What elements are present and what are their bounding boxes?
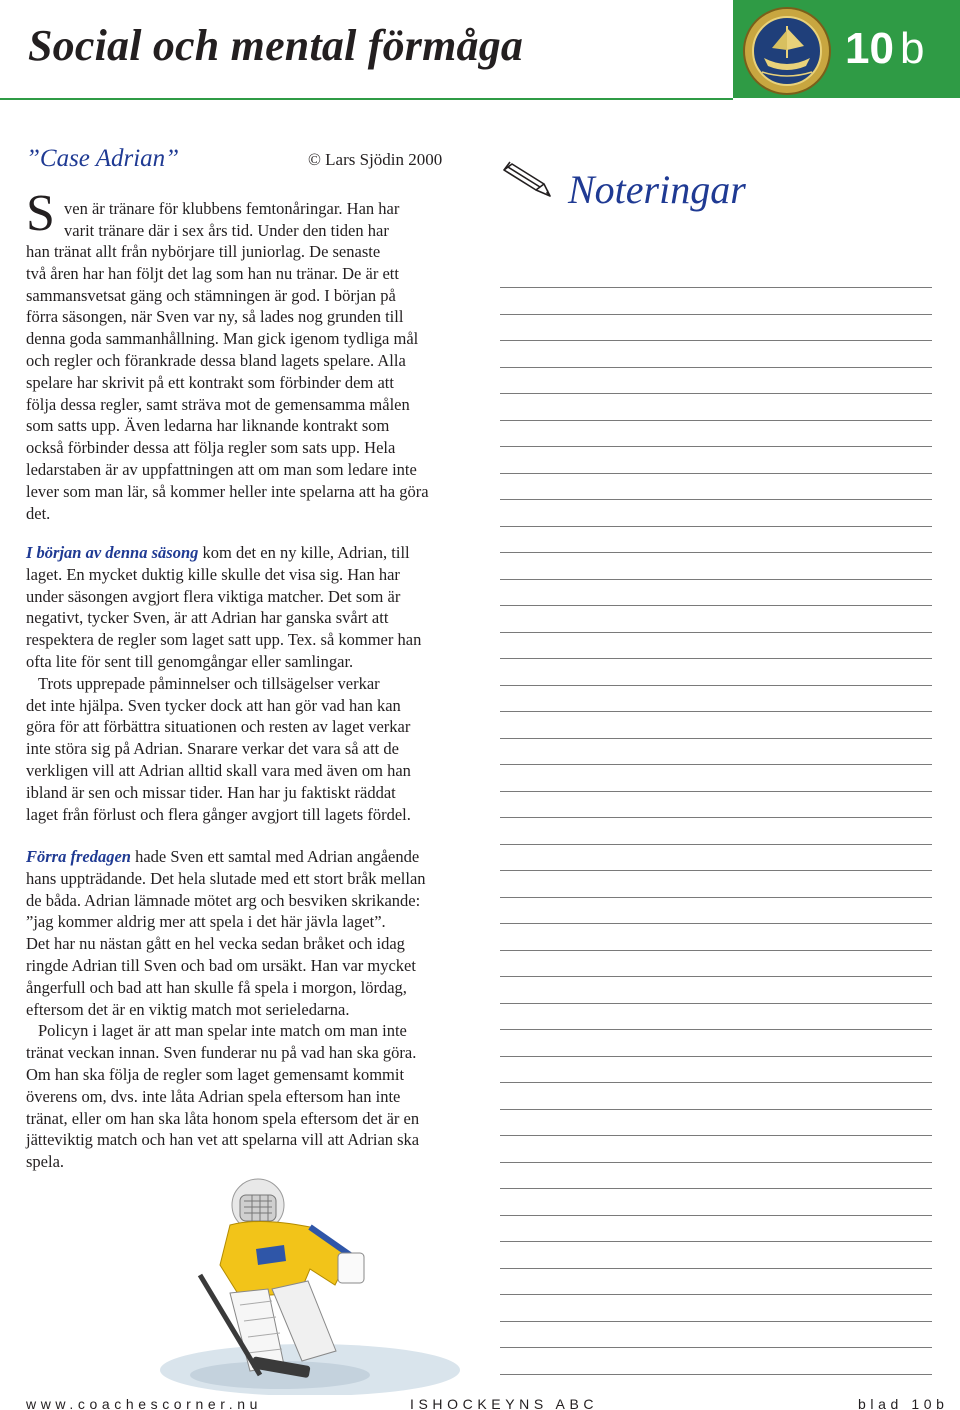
copyright: © Lars Sjödin 2000 <box>308 150 443 169</box>
note-line[interactable] <box>500 976 932 977</box>
paragraph-line: tränat, eller om han ska låta honom spela eftersom det är en <box>26 1108 420 1128</box>
note-line[interactable] <box>500 605 932 606</box>
note-line[interactable] <box>500 473 932 474</box>
club-logo <box>742 6 832 96</box>
note-line[interactable] <box>500 764 932 765</box>
note-line[interactable] <box>500 738 932 739</box>
paragraph-3-lead: Förra fredagen <box>26 847 131 866</box>
header-rule <box>0 98 733 100</box>
page-number-suffix: b <box>899 24 925 73</box>
paragraph-line <box>26 542 421 564</box>
paragraph-line: spela. <box>26 1152 65 1172</box>
paragraph-line: respektera de regler som laget satt upp. Tex. så kommer han <box>26 630 422 650</box>
pencil-icon <box>500 160 556 200</box>
page-number-digits: 10 <box>845 24 894 73</box>
paragraph-line: det. <box>26 503 51 523</box>
paragraph-1 <box>26 241 429 524</box>
paragraph-line: eftersom det är en viktig match mot serieledarna. <box>26 999 350 1019</box>
paragraph-line: negativt, tycker Sven, är att Adrian har ganska svårt att <box>26 608 389 628</box>
paragraph-line: och regler och förankrade dessa bland lagets spelare. Alla <box>26 350 406 370</box>
paragraph-line: jätteviktig match och han vet att spelarna vill att Adrian ska <box>26 1130 420 1150</box>
paragraph-line: som satts upp. Även ledarna har liknande kontrakt som <box>26 416 390 436</box>
paragraph-2-first-rest: kom det en ny kille, Adrian, till <box>198 543 410 562</box>
note-line[interactable] <box>500 1347 932 1348</box>
notes-title: Noteringar <box>568 167 746 212</box>
note-line[interactable] <box>500 1188 932 1189</box>
note-line[interactable] <box>500 552 932 553</box>
note-line[interactable] <box>500 367 932 368</box>
paragraph-line: spelare har skrivit på ett kontrakt som förbinder dem att <box>26 372 394 392</box>
note-line[interactable] <box>500 685 932 686</box>
note-line[interactable] <box>500 1056 932 1057</box>
note-line[interactable] <box>500 1241 932 1242</box>
paragraph-line: under säsongen avgjort flera viktiga matcher. Det som är <box>26 586 401 606</box>
page-number <box>845 24 924 74</box>
paragraph-line: ledarstaben är av uppfattningen att om man som ledare inte <box>26 459 417 479</box>
paragraph-line: ven är tränare för klubbens femtonåringar. Han har <box>64 199 400 218</box>
paragraph-line: lever som man lär, så kommer heller inte spelarna att ha göra <box>26 481 429 501</box>
paragraph-line: varit tränare där i sex års tid. Under den tiden har <box>64 221 389 240</box>
page-title: Social och mental förmåga <box>28 21 524 70</box>
notes-lines[interactable] <box>500 287 932 1400</box>
paragraph-line <box>26 846 426 868</box>
paragraph-line: det inte hjälpa. Sven tycker dock att han gör vad han kan <box>26 695 401 715</box>
note-line[interactable] <box>500 817 932 818</box>
footer-website[interactable]: www.coachescorner.nu <box>26 1396 262 1410</box>
page-header <box>0 0 960 100</box>
paragraph-2-lead: I början av denna säsong <box>26 543 199 562</box>
note-line[interactable] <box>500 844 932 845</box>
paragraph-1-opening <box>64 198 399 242</box>
paragraph-line: hans uppträdande. Det hela slutade med ett stort bråk mellan <box>26 868 426 888</box>
note-line[interactable] <box>500 1374 932 1375</box>
paragraph-line: sammansvetsat gäng och stämningen är god. I början på <box>26 285 396 305</box>
footer-page: blad 10b <box>858 1396 949 1410</box>
paragraph-line: följa dessa regler, samt sträva mot de gemensamma målen <box>26 394 410 414</box>
paragraph-line: han tränat allt från nybörjare till juniorlag. De senaste <box>26 242 381 261</box>
note-line[interactable] <box>500 1215 932 1216</box>
paragraph-line: verkligen vill att Adrian alltid skall vara med även om han <box>26 760 411 780</box>
paragraph-line: överens om, dvs. inte låta Adrian spela eftersom han inte <box>26 1086 401 1106</box>
drop-cap: S <box>26 185 55 242</box>
note-line[interactable] <box>500 711 932 712</box>
paragraph-line: Om han ska följa de regler som laget gemensamt kommit <box>26 1064 405 1084</box>
paragraph-line: förra säsongen, när Sven var ny, så lades nog grunden till <box>26 307 404 327</box>
note-line[interactable] <box>500 632 932 633</box>
paragraph-line: tränat veckan innan. Sven funderar nu på vad han ska göra. <box>26 1043 417 1063</box>
note-line[interactable] <box>500 1029 932 1030</box>
note-line[interactable] <box>500 1268 932 1269</box>
paragraph-line: laget från förlust och flera gånger avgjort till lagets fördel. <box>26 804 411 824</box>
paragraph-line: göra för att förbättra situationen och resten av laget verkar <box>26 717 411 737</box>
hockey-goalie-image <box>160 1165 480 1395</box>
paragraph-3 <box>26 846 426 1173</box>
paragraph-2 <box>26 542 421 825</box>
note-line[interactable] <box>500 1082 932 1083</box>
paragraph-3-first-rest: hade Sven ett samtal med Adrian angående <box>130 847 420 866</box>
note-line[interactable] <box>500 526 932 527</box>
note-line[interactable] <box>500 923 932 924</box>
footer-center: ISHOCKEYNS ABC <box>410 1396 599 1410</box>
paragraph-line: ibland är sen och missar tider. Han har ju faktiskt räddat <box>26 782 396 802</box>
note-line[interactable] <box>500 1109 932 1110</box>
note-line[interactable] <box>500 870 932 871</box>
paragraph-line: ångerfull och bad att han skulle få spela i morgon, lördag, <box>26 977 407 997</box>
note-line[interactable] <box>500 1162 932 1163</box>
note-line[interactable] <box>500 1321 932 1322</box>
paragraph-line: två åren har han följt det lag som han nu tränar. De är ett <box>26 263 399 283</box>
paragraph-line: ”jag kommer aldrig mer att spela i det här jävla laget”. <box>26 912 386 932</box>
paragraph-line: också förbinder dessa att följa regler som sats upp. Hela <box>26 438 396 458</box>
paragraph-line: Det har nu nästan gått en hel vecka sedan bråket och idag <box>26 934 405 954</box>
paragraph-line: inte störa sig på Adrian. Snarare verkar det vara så att de <box>26 739 399 759</box>
paragraph-line: ringde Adrian till Sven och bad om ursäkt. Han var mycket <box>26 955 416 975</box>
note-line[interactable] <box>500 446 932 447</box>
case-title: ”Case Adrian” <box>26 145 180 172</box>
note-line[interactable] <box>500 791 932 792</box>
note-line[interactable] <box>500 658 932 659</box>
paragraph-line: laget. En mycket duktig kille skulle det visa sig. Han har <box>26 564 400 584</box>
note-line[interactable] <box>500 897 932 898</box>
note-line[interactable] <box>500 287 932 288</box>
note-line[interactable] <box>500 579 932 580</box>
paragraph-line: Trots upprepade påminnelser och tillsägelser verkar <box>38 673 380 693</box>
note-line[interactable] <box>500 340 932 341</box>
note-line[interactable] <box>500 1135 932 1136</box>
paragraph-line: Policyn i laget är att man spelar inte match om man inte <box>38 1021 407 1041</box>
paragraph-line: denna goda sammanhållning. Man gick igenom tydliga mål <box>26 329 419 349</box>
note-line[interactable] <box>500 420 932 421</box>
note-line[interactable] <box>500 1003 932 1004</box>
note-line[interactable] <box>500 314 932 315</box>
note-line[interactable] <box>500 950 932 951</box>
paragraph-line: ofta lite för sent till genomgångar eller samlingar. <box>26 651 354 671</box>
paragraph-line: de båda. Adrian lämnade mötet arg och besviken skrikande: <box>26 890 421 910</box>
note-line[interactable] <box>500 393 932 394</box>
note-line[interactable] <box>500 499 932 500</box>
note-line[interactable] <box>500 1294 932 1295</box>
